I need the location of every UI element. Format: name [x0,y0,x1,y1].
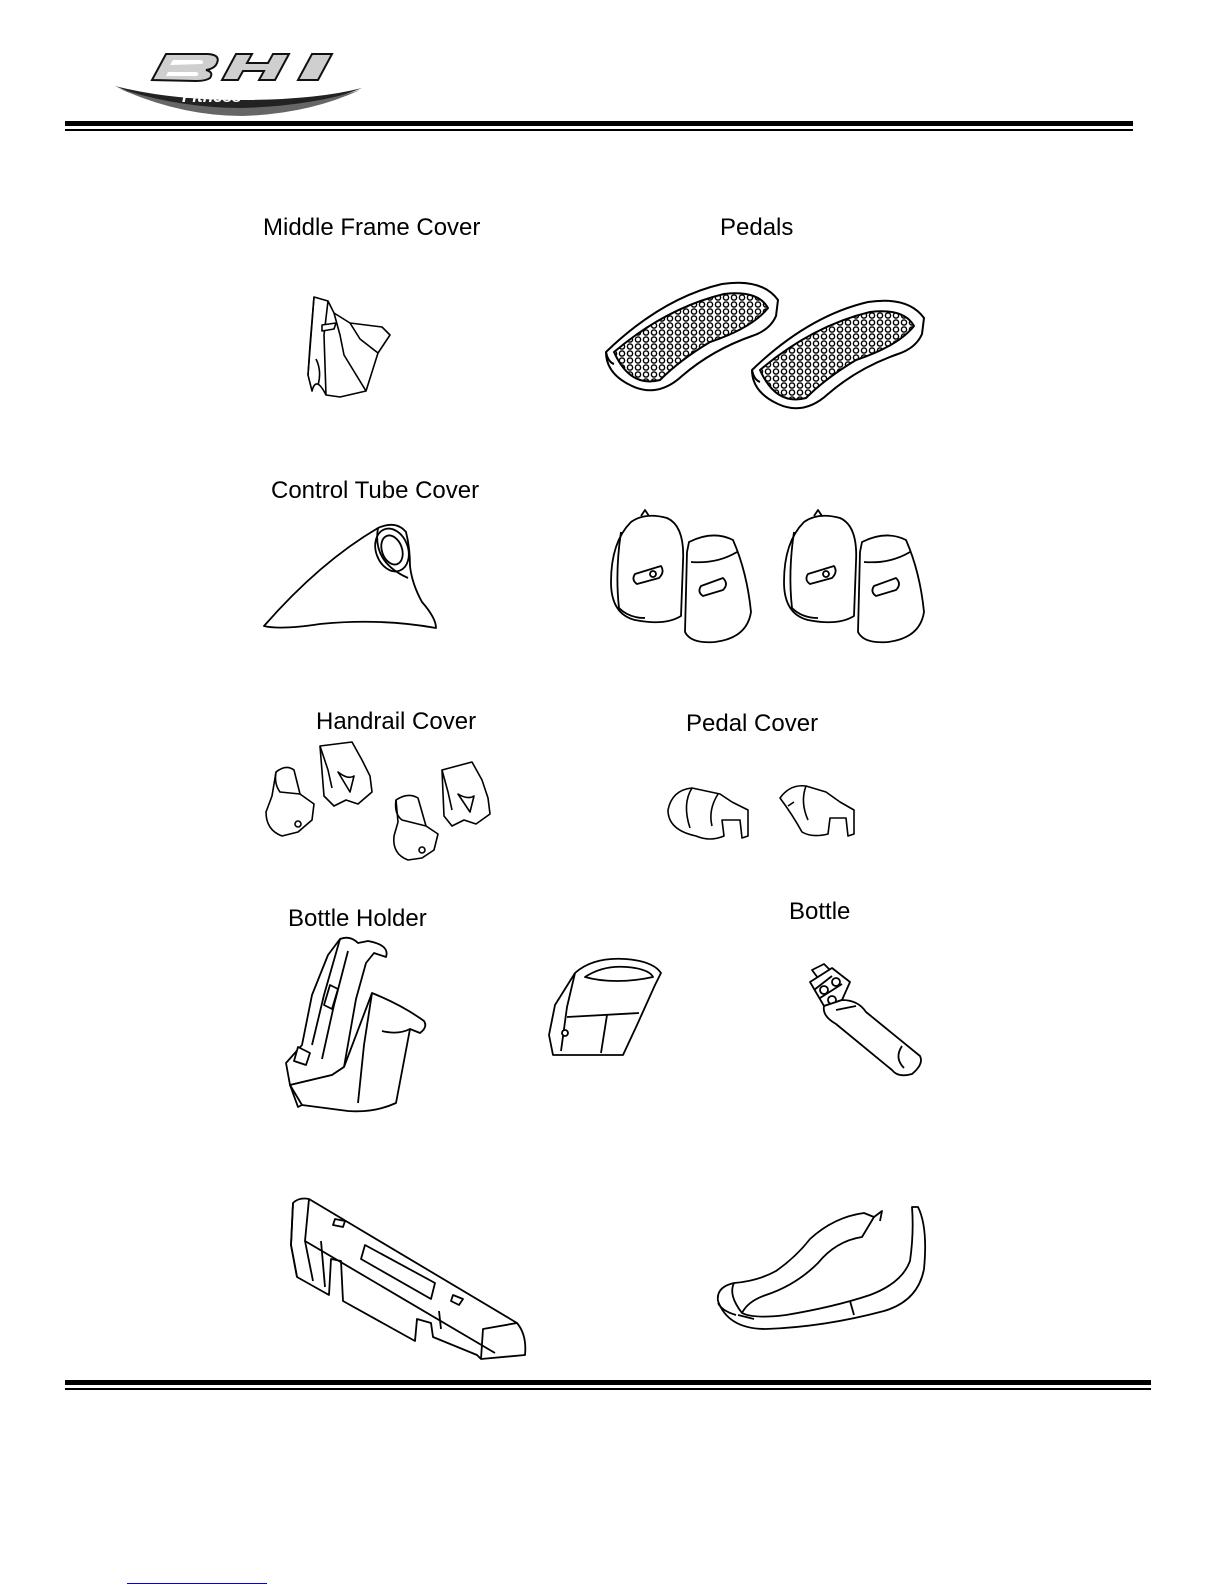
label-bottle: Bottle [789,898,851,925]
long-top-cover-drawing [285,1195,530,1365]
logo-fitness-text: Fitness [182,87,242,106]
header-rule-thick [65,121,1133,126]
bracket-cover-drawing [545,955,670,1060]
bottle-drawing [802,960,927,1080]
label-handrail-cover: Handrail Cover [316,708,477,735]
label-control-tube-cover: Control Tube Cover [271,477,480,504]
label-bottle-holder: Bottle Holder [288,905,427,932]
label-pedal-cover: Pedal Cover [686,710,819,737]
footer-rule-thick [65,1380,1151,1385]
label-pedals: Pedals [720,214,794,241]
pedal-cover-drawing [662,780,862,845]
bh-fitness-logo [110,48,370,118]
side-cover-pair-left-drawing [605,512,755,647]
pedal-right-drawing [748,298,928,418]
middle-frame-cover-drawing [300,295,395,405]
header-rule-thin [65,129,1133,131]
curved-frame-cover-drawing [714,1203,929,1333]
bottle-holder-drawing [278,935,438,1120]
handrail-cover-drawing [262,740,497,870]
control-tube-cover-drawing [260,522,445,637]
side-cover-pair-right-drawing [778,512,928,647]
footer-rule-thin [65,1388,1151,1390]
footer-link-underline[interactable] [127,1583,267,1584]
label-middle-frame-cover: Middle Frame Cover [263,214,481,241]
